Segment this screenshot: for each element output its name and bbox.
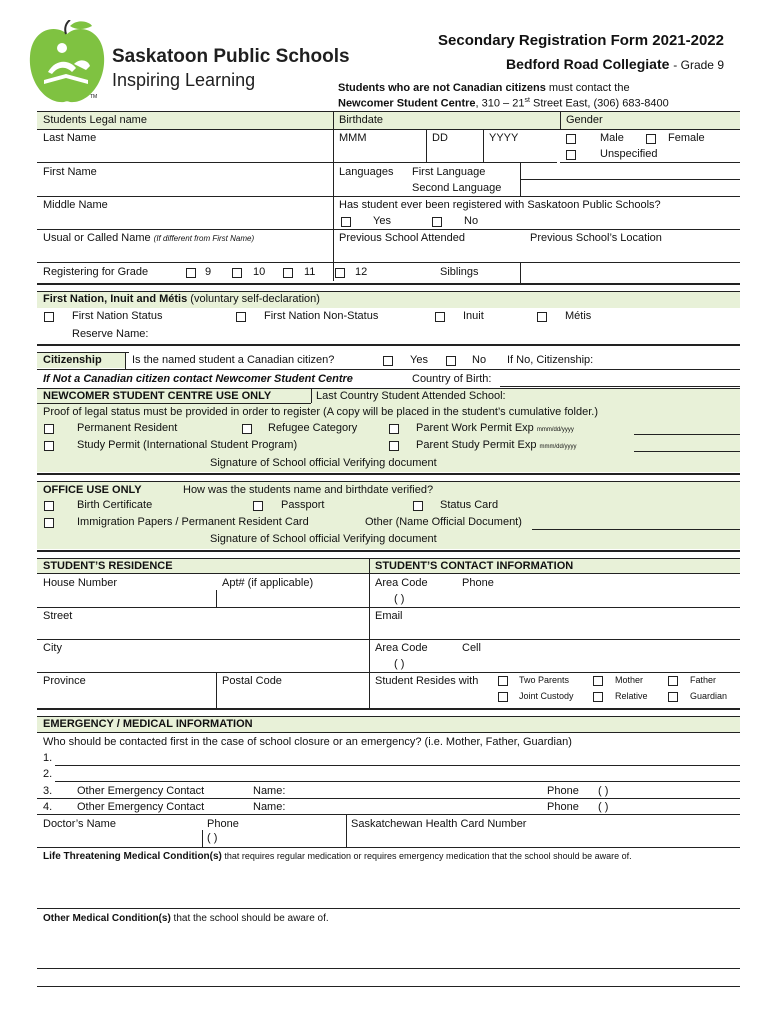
languages-label: Languages [339, 166, 394, 178]
centre-address-2: Street East, (306) 683-8400 [529, 97, 669, 110]
guardian-checkbox[interactable] [668, 692, 678, 702]
other-contact-3-name: Name: [253, 785, 286, 797]
metis-checkbox[interactable] [537, 312, 547, 322]
city-label: City [43, 642, 62, 654]
grade-10-checkbox[interactable] [232, 268, 242, 278]
guardian-label: Guardian [690, 691, 728, 701]
unspecified-checkbox[interactable] [566, 150, 576, 160]
other-contact-3-label: Other Emergency Contact [77, 785, 205, 797]
parent-study-text: Parent Study Permit Exp [416, 439, 537, 451]
other-contact-4-name: Name: [253, 801, 286, 813]
trademark: TM [90, 94, 98, 100]
mmm-label: MMM [339, 132, 367, 144]
status-card-checkbox[interactable] [413, 501, 423, 511]
other-contact-4-parens: ( ) [598, 801, 609, 813]
relative-checkbox[interactable] [593, 692, 603, 702]
registering-grade-label: Registering for Grade [43, 266, 149, 278]
status-card-label: Status Card [440, 499, 499, 511]
birth-certificate-checkbox[interactable] [44, 501, 54, 511]
grade-12-label: 12 [355, 266, 368, 278]
residence-title: STUDENT’S RESIDENCE [43, 560, 173, 572]
newcomer-notice [338, 82, 630, 94]
parent-study-label [416, 439, 577, 451]
permanent-resident-checkbox[interactable] [44, 424, 54, 434]
birthdate-label: Birthdate [339, 114, 384, 126]
female-checkbox[interactable] [646, 134, 656, 144]
phone-parens: ( ) [394, 593, 405, 605]
two-parents-label: Two Parents [519, 675, 570, 685]
grade-label: - Grade 9 [673, 58, 724, 72]
tagline: Inspiring Learning [112, 70, 256, 90]
fn-non-status-checkbox[interactable] [236, 312, 246, 322]
newcomer-signature-label: Signature of School official Verifying document [210, 457, 437, 469]
other-document-label: Other (Name Official Document) [365, 516, 522, 528]
study-permit-checkbox[interactable] [44, 441, 54, 451]
school-name: Bedford Road Collegiate [506, 56, 670, 72]
metis-label: Métis [565, 310, 592, 322]
health-card-label: Saskatchewan Health Card Number [351, 818, 527, 830]
joint-custody-label: Joint Custody [519, 691, 574, 701]
last-country-label: Last Country Student Attended School: [316, 390, 506, 402]
if-no-citizenship-label: If No, Citizenship: [507, 354, 594, 366]
unspecified-label: Unspecified [600, 148, 658, 160]
other-medical-label [43, 913, 329, 924]
emergency-1: 1. [43, 752, 53, 764]
mother-label: Mother [615, 675, 644, 685]
life-threatening-label [43, 851, 632, 862]
area-code-label: Area Code [375, 577, 428, 589]
yyyy-label: YYYY [489, 132, 519, 144]
refugee-label: Refugee Category [268, 422, 358, 434]
newcomer-use-only: NEWCOMER STUDENT CENTRE USE ONLY [43, 390, 272, 402]
indigenous-title-text: First Nation, Inuit and Métis [43, 293, 188, 305]
second-language-label: Second Language [412, 182, 502, 194]
house-number-label: House Number [43, 577, 117, 589]
emergency-3: 3. [43, 785, 53, 797]
email-label: Email [375, 610, 403, 622]
reserve-name-label: Reserve Name: [72, 328, 149, 340]
emergency-title: EMERGENCY / MEDICAL INFORMATION [43, 718, 253, 730]
grade-11-checkbox[interactable] [283, 268, 293, 278]
previous-school-label: Previous School Attended [339, 232, 465, 244]
country-birth-label: Country of Birth: [412, 373, 492, 385]
other-contact-3-parens: ( ) [598, 785, 609, 797]
registered-yes-label: Yes [373, 215, 391, 227]
notice-rest: must contact the [545, 82, 630, 94]
siblings-label: Siblings [440, 266, 479, 278]
resides-with-label: Student Resides with [375, 675, 479, 687]
joint-custody-checkbox[interactable] [498, 692, 508, 702]
gender-label: Gender [566, 114, 603, 126]
birth-certificate-label: Birth Certificate [77, 499, 153, 511]
usual-name-label [43, 232, 254, 244]
work-permit-checkbox[interactable] [389, 424, 399, 434]
refugee-checkbox[interactable] [242, 424, 252, 434]
father-label: Father [690, 675, 717, 685]
male-label: Male [600, 132, 624, 144]
indigenous-title [43, 293, 320, 305]
citizen-yes-checkbox[interactable] [383, 356, 393, 366]
school-heading [506, 56, 724, 72]
postal-code-label: Postal Code [222, 675, 282, 687]
office-use-only: OFFICE USE ONLY [43, 484, 142, 496]
other-contact-3-phone: Phone [547, 785, 579, 797]
female-label: Female [668, 132, 705, 144]
street-label: Street [43, 610, 73, 622]
work-permit-date-format: mmm/dd/yyyy [536, 427, 574, 433]
male-checkbox[interactable] [566, 134, 576, 144]
other-medical-rest: that the school should be aware of. [170, 913, 329, 924]
proof-statement: Proof of legal status must be provided in order to register (A copy will be placed in the student’s cumulative folder.) [43, 406, 598, 418]
centre-sup: st [524, 97, 530, 104]
emergency-4: 4. [43, 801, 53, 813]
other-medical-bold: Other Medical Condition(s) [43, 913, 171, 924]
last-name-label: Last Name [43, 132, 97, 144]
mother-checkbox[interactable] [593, 676, 603, 686]
registered-yes-checkbox[interactable] [341, 217, 351, 227]
registered-no-label: No [464, 215, 479, 227]
immigration-checkbox[interactable] [44, 518, 54, 528]
doctor-name-label: Doctor’s Name [43, 818, 116, 830]
cell-parens: ( ) [394, 658, 405, 670]
relative-label: Relative [615, 691, 648, 701]
first-language-label: First Language [412, 166, 486, 178]
registered-no-checkbox[interactable] [432, 217, 442, 227]
dd-label: DD [432, 132, 448, 144]
fn-status-checkbox[interactable] [44, 312, 54, 322]
grade-9-checkbox[interactable] [186, 268, 196, 278]
grade-11-label: 11 [304, 266, 316, 278]
father-checkbox[interactable] [668, 676, 678, 686]
citizen-yes-label: Yes [410, 354, 428, 366]
doctor-phone-label: Phone [207, 818, 239, 830]
citizen-no-label: No [472, 354, 487, 366]
passport-checkbox[interactable] [253, 501, 263, 511]
parent-study-date-format: mmm/dd/yyyy [539, 444, 577, 450]
indigenous-note: (voluntary self-declaration) [190, 293, 320, 305]
work-permit-text: Parent Work Permit Exp [416, 422, 534, 434]
notice-bold: Students who are not Canadian citizens [338, 82, 546, 94]
life-threatening-rest: that requires regular medication or requires emergency medication that the school should be aware of. [221, 851, 632, 861]
life-threatening-bold: Life Threatening Medical Condition(s) [43, 851, 222, 862]
registered-question: Has student ever been registered with Saskatoon Public Schools? [339, 199, 661, 211]
grade-10-label: 10 [253, 266, 266, 278]
centre-address-1: , 310 – 21 [475, 97, 525, 110]
citizenship-label: Citizenship [43, 354, 102, 366]
fn-status-label: First Nation Status [72, 310, 163, 322]
school-district-name: Saskatoon Public Schools [112, 46, 350, 67]
newcomer-address [338, 97, 669, 110]
immigration-label: Immigration Papers / Permanent Resident Card [77, 516, 309, 528]
other-contact-4-label: Other Emergency Contact [77, 801, 205, 813]
emergency-question: Who should be contacted first in the case of school closure or an emergency? (i.e. Mother, Father, Guardian) [43, 736, 572, 748]
citizenship-question: Is the named student a Canadian citizen? [132, 354, 335, 366]
passport-label: Passport [281, 499, 325, 511]
apt-label: Apt# (if applicable) [222, 577, 314, 589]
contact-newcomer-note: If Not a Canadian citizen contact Newcomer Student Centre [43, 373, 353, 385]
legal-name-label: Students Legal name [43, 114, 147, 126]
two-parents-checkbox[interactable] [498, 676, 508, 686]
centre-name: Newcomer Student Centre [338, 97, 476, 110]
usual-name-text: Usual or Called Name [43, 232, 151, 244]
inuit-label: Inuit [463, 310, 484, 322]
office-signature-label: Signature of School official Verifying document [210, 533, 437, 545]
grade-9-label: 9 [205, 266, 212, 278]
citizen-no-checkbox[interactable] [446, 356, 456, 366]
cell-label: Cell [462, 642, 481, 654]
cell-area-code-label: Area Code [375, 642, 428, 654]
usual-name-note: (If different from First Name) [153, 234, 255, 243]
first-name-label: First Name [43, 166, 97, 178]
other-contact-4-phone: Phone [547, 801, 579, 813]
emergency-2: 2. [43, 768, 53, 780]
middle-name-label: Middle Name [43, 199, 108, 211]
study-permit-label: Study Permit (International Student Program) [77, 439, 298, 451]
verification-question: How was the students name and birthdate verified? [183, 484, 434, 496]
work-permit-label [416, 422, 574, 434]
province-label: Province [43, 675, 86, 687]
parent-study-checkbox[interactable] [389, 441, 399, 451]
form-title: Secondary Registration Form 2021-2022 [438, 32, 724, 49]
fn-non-status-label: First Nation Non-Status [264, 310, 379, 322]
permanent-resident-label: Permanent Resident [77, 422, 178, 434]
grade-12-checkbox[interactable] [335, 268, 345, 278]
contact-title: STUDENT’S CONTACT INFORMATION [375, 560, 574, 572]
doctor-phone-parens: ( ) [207, 832, 218, 844]
inuit-checkbox[interactable] [435, 312, 445, 322]
phone-label: Phone [462, 577, 494, 589]
previous-location-label: Previous School’s Location [530, 232, 662, 244]
